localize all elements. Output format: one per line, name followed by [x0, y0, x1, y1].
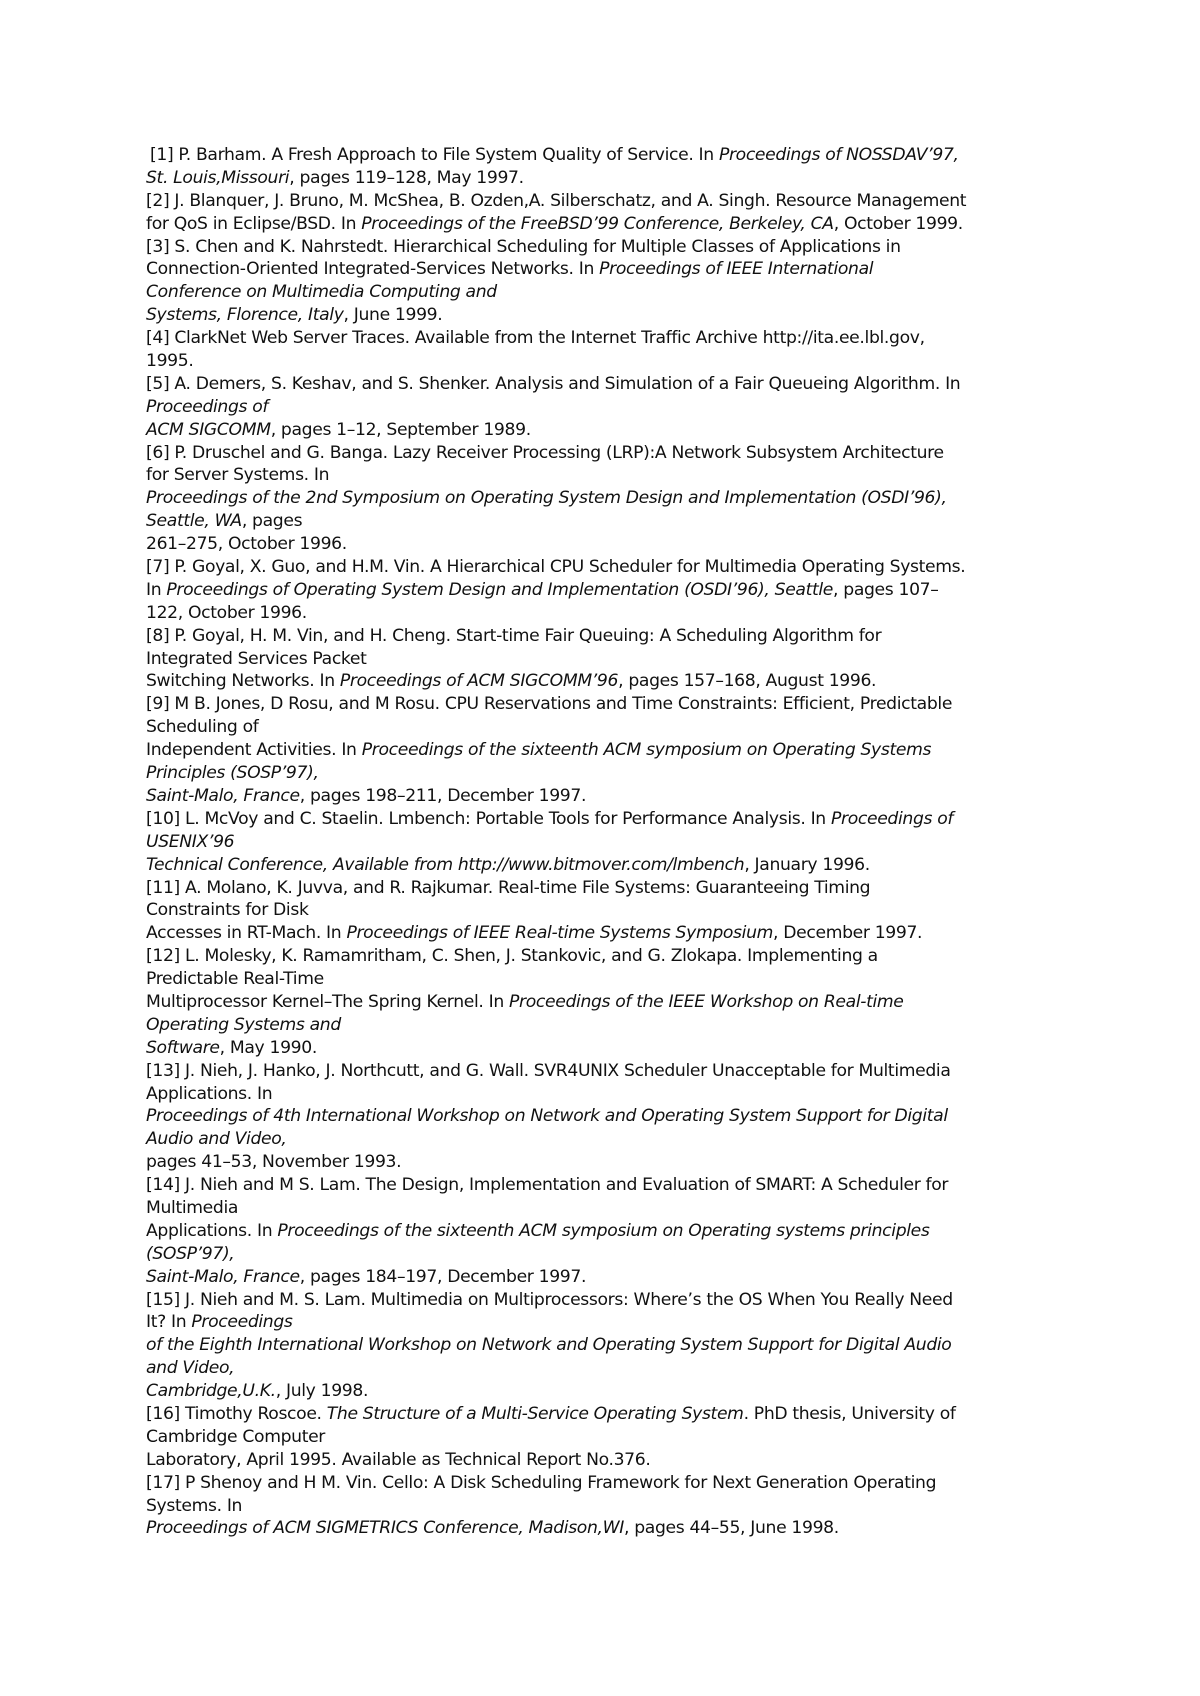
- reference-line: [146, 510, 1064, 533]
- reference-line: [146, 1311, 1064, 1334]
- reference-entry: [146, 808, 1064, 877]
- reference-line: [146, 1083, 1064, 1106]
- reference-line: [146, 1472, 1064, 1495]
- reference-line: [146, 854, 1064, 877]
- reference-italic-text: Proceedings of the 2nd Symposium on Operating System Design and Implementation (OSDI’96),: [146, 488, 947, 509]
- reference-line: [146, 1197, 1064, 1220]
- reference-italic-text: Audio and Video,: [146, 1129, 287, 1150]
- reference-text: , pages 157–168, August 1996.: [618, 671, 877, 692]
- reference-entry: [146, 327, 1064, 373]
- reference-text: [8] P. Goyal, H. M. Vin, and H. Cheng. Start-time Fair Queuing: A Scheduling Algorithm for: [146, 625, 882, 646]
- reference-line: [146, 899, 1064, 922]
- reference-text: . PhD thesis, University of: [743, 1403, 956, 1424]
- reference-line: [146, 648, 1064, 671]
- reference-text: , pages 1–12, September 1989.: [270, 419, 531, 440]
- reference-line: [146, 602, 1064, 625]
- reference-italic-text: Proceedings of NOSSDAV’97,: [718, 145, 959, 165]
- reference-entry: [146, 877, 1064, 946]
- reference-text: [14] J. Nieh and M S. Lam. The Design, Implementation and Evaluation of SMART: A Scheduler for: [146, 1175, 949, 1196]
- reference-entry: [146, 236, 1064, 328]
- reference-line: [146, 991, 1064, 1014]
- reference-text: Laboratory, April 1995. Available as Technical Report No.376.: [146, 1449, 651, 1470]
- reference-entry: [146, 1174, 1064, 1288]
- reference-italic-text: Proceedings: [191, 1312, 293, 1333]
- reference-text: , pages 119–128, May 1997.: [289, 167, 524, 188]
- reference-line: [146, 968, 1064, 991]
- reference-line: [146, 693, 1064, 716]
- reference-text: , January 1996.: [744, 854, 870, 875]
- reference-line: [146, 1266, 1064, 1289]
- reference-line: [146, 1014, 1064, 1037]
- reference-line: [146, 1449, 1064, 1472]
- reference-line: [146, 144, 1064, 167]
- reference-italic-text: Cambridge,U.K.: [146, 1381, 276, 1402]
- reference-italic-text: Proceedings of ACM SIGMETRICS Conference, Madison,WI: [146, 1518, 624, 1539]
- reference-text: , May 1990.: [219, 1037, 317, 1058]
- reference-line: [146, 808, 1064, 831]
- reference-line: [146, 1220, 1064, 1243]
- reference-text: , pages 107–: [833, 579, 939, 600]
- reference-line: [146, 1105, 1064, 1128]
- reference-entry: [146, 373, 1064, 442]
- reference-text: [10] L. McVoy and C. Staelin. Lmbench: Portable Tools for Performance Analysis. In: [146, 808, 831, 829]
- reference-line: [146, 236, 1064, 259]
- reference-italic-text: Seattle, WA: [146, 511, 242, 532]
- reference-text: pages 41–53, November 1993.: [146, 1152, 402, 1173]
- reference-italic-text: USENIX’96: [146, 831, 235, 852]
- reference-text: Independent Activities. In: [146, 740, 362, 761]
- reference-italic-text: Proceedings of 4th International Workshop on Network and Operating System Support for Digital: [146, 1106, 948, 1127]
- reference-line: [146, 1289, 1064, 1312]
- reference-entry: [146, 1403, 1064, 1472]
- reference-line: [146, 556, 1064, 579]
- reference-italic-text: and Video,: [146, 1358, 235, 1379]
- reference-text: , pages 184–197, December 1997.: [299, 1266, 587, 1287]
- reference-line: [146, 670, 1064, 693]
- reference-line: [146, 396, 1064, 419]
- reference-text: [13] J. Nieh, J. Hanko, J. Northcutt, and G. Wall. SVR4UNIX Scheduler Unacceptable for Multimedia: [146, 1060, 951, 1081]
- reference-line: [146, 327, 1064, 350]
- reference-text: [12] L. Molesky, K. Ramamritham, C. Shen, J. Stankovic, and G. Zlokapa. Implementing a: [146, 946, 878, 967]
- reference-text: Multimedia: [146, 1197, 239, 1218]
- reference-text: In: [146, 579, 167, 600]
- reference-line: [146, 190, 1064, 213]
- reference-line: [146, 716, 1064, 739]
- reference-line: [146, 1060, 1064, 1083]
- reference-text: It? In: [146, 1312, 192, 1333]
- reference-text: Applications. In: [146, 1083, 273, 1104]
- reference-italic-text: Proceedings of: [146, 396, 269, 417]
- reference-text: [4] ClarkNet Web Server Traces. Available from the Internet Traffic Archive http://ita.ee.lbl.gov,: [146, 328, 925, 349]
- reference-text: Multiprocessor Kernel–The Spring Kernel. In: [146, 991, 510, 1012]
- reference-text: for Server Systems. In: [146, 465, 330, 486]
- reference-text: Scheduling of: [146, 717, 259, 738]
- reference-line: [146, 922, 1064, 945]
- reference-italic-text: Saint-Malo, France: [146, 1266, 300, 1287]
- reference-line: [146, 167, 1064, 190]
- reference-text: Switching Networks. In: [146, 671, 340, 692]
- reference-line: [146, 1151, 1064, 1174]
- reference-text: , pages 44–55, June 1998.: [623, 1518, 839, 1539]
- reference-text: 1995.: [146, 351, 194, 372]
- reference-italic-text: Proceedings of the FreeBSD’99 Conference, Berkeley, CA: [361, 213, 834, 234]
- reference-line: [146, 533, 1064, 556]
- reference-italic-text: Proceedings of the sixteenth ACM symposium on Operating Systems: [361, 740, 932, 761]
- reference-entry: [146, 1060, 1064, 1174]
- reference-entry: [146, 1472, 1064, 1541]
- reference-line: [146, 1174, 1064, 1197]
- reference-italic-text: St. Louis,Missouri: [146, 167, 290, 188]
- reference-entry: [146, 442, 1064, 556]
- reference-text: [5] A. Demers, S. Keshav, and S. Shenker. Analysis and Simulation of a Fair Queueing Algorithm. In: [146, 373, 961, 394]
- reference-line: [146, 625, 1064, 648]
- reference-line: [146, 1243, 1064, 1266]
- reference-text: Accesses in RT-Mach. In: [146, 923, 347, 944]
- reference-italic-text: Proceedings of Operating System Design and Implementation (OSDI’96), Seattle: [166, 579, 834, 600]
- reference-entry: [146, 1289, 1064, 1403]
- reference-entry: [146, 556, 1064, 625]
- reference-entry: [146, 625, 1064, 694]
- reference-line: [146, 304, 1064, 327]
- reference-line: [146, 464, 1064, 487]
- reference-line: [146, 373, 1064, 396]
- reference-text: Applications. In: [146, 1220, 278, 1241]
- reference-text: [17] P Shenoy and H M. Vin. Cello: A Disk Scheduling Framework for Next Generation Operating: [146, 1472, 937, 1493]
- reference-italic-text: Software: [146, 1037, 220, 1058]
- reference-text: Integrated Services Packet: [146, 648, 367, 669]
- reference-line: [146, 785, 1064, 808]
- reference-italic-text: of the Eighth International Workshop on Network and Operating System Support for Digital Audio: [146, 1335, 952, 1356]
- reference-text: for QoS in Eclipse/BSD. In: [146, 213, 362, 234]
- reference-line: [146, 1380, 1064, 1403]
- reference-text: , pages 198–211, December 1997.: [299, 785, 587, 806]
- reference-italic-text: Technical Conference, Available from http://www.bitmover.com/lmbench: [146, 854, 745, 875]
- reference-line: [146, 1403, 1064, 1426]
- reference-italic-text: Principles (SOSP’97),: [146, 763, 319, 784]
- reference-line: [146, 213, 1064, 236]
- reference-text: , December 1997.: [773, 923, 923, 944]
- reference-text: [1] P. Barham. A Fresh Approach to File System Quality of Service. In: [150, 145, 719, 165]
- reference-entry: [146, 693, 1064, 807]
- reference-text: [6] P. Druschel and G. Banga. Lazy Receiver Processing (LRP):A Network Subsystem Architecture: [146, 442, 944, 463]
- reference-entry: [146, 144, 1064, 190]
- reference-text: [9] M B. Jones, D Rosu, and M Rosu. CPU Reservations and Time Constraints: Efficient, Predictable: [146, 694, 953, 715]
- reference-line: [146, 1517, 1064, 1540]
- reference-text: Predictable Real-Time: [146, 969, 324, 990]
- reference-text: , pages: [241, 511, 303, 532]
- reference-line: [146, 579, 1064, 602]
- reference-italic-text: Saint-Malo, France: [146, 785, 300, 806]
- reference-line: [146, 1037, 1064, 1060]
- reference-text: , October 1999.: [833, 213, 963, 234]
- reference-italic-text: Proceedings of the sixteenth ACM symposium on Operating systems principles: [277, 1220, 930, 1241]
- reference-italic-text: Conference on Multimedia Computing and: [146, 282, 497, 303]
- reference-line: [146, 1128, 1064, 1151]
- reference-text: , June 1999.: [343, 305, 443, 326]
- reference-italic-text: ACM SIGCOMM: [146, 419, 271, 440]
- reference-italic-text: Proceedings of the IEEE Workshop on Real-time: [509, 991, 904, 1012]
- reference-list: [146, 144, 1064, 1540]
- reference-italic-text: The Structure of a Multi-Service Operating System: [326, 1403, 744, 1424]
- reference-text: [16] Timothy Roscoe.: [146, 1403, 327, 1424]
- reference-text: 261–275, October 1996.: [146, 534, 347, 555]
- reference-line: [146, 1495, 1064, 1518]
- reference-text: 122, October 1996.: [146, 602, 307, 623]
- reference-line: [146, 1334, 1064, 1357]
- reference-italic-text: Systems, Florence, Italy: [146, 305, 344, 326]
- reference-italic-text: Proceedings of IEEE International: [599, 259, 874, 280]
- reference-text: [15] J. Nieh and M. S. Lam. Multimedia on Multiprocessors: Where’s the OS When You Really Need: [146, 1289, 953, 1310]
- reference-text: Connection-Oriented Integrated-Services Networks. In: [146, 259, 600, 280]
- reference-line: [146, 877, 1064, 900]
- reference-text: Cambridge Computer: [146, 1426, 326, 1447]
- reference-line: [146, 442, 1064, 465]
- reference-entry: [146, 190, 1064, 236]
- reference-line: [146, 1357, 1064, 1380]
- reference-line: [146, 281, 1064, 304]
- reference-text: Systems. In: [146, 1495, 243, 1516]
- reference-text: [2] J. Blanquer, J. Bruno, M. McShea, B. Ozden,A. Silberschatz, and A. Singh. Resource Management: [146, 190, 967, 211]
- reference-italic-text: Proceedings of ACM SIGCOMM’96: [339, 671, 619, 692]
- reference-line: [146, 1426, 1064, 1449]
- reference-line: [146, 487, 1064, 510]
- reference-italic-text: (SOSP’97),: [146, 1243, 235, 1264]
- reference-text: [11] A. Molano, K. Juvva, and R. Rajkumar. Real-time File Systems: Guaranteeing Timing: [146, 877, 871, 898]
- reference-italic-text: Operating Systems and: [146, 1014, 341, 1035]
- reference-entry: [146, 945, 1064, 1059]
- reference-italic-text: Proceedings of IEEE Real-time Systems Symposium: [346, 923, 774, 944]
- reference-line: [146, 945, 1064, 968]
- reference-line: [146, 831, 1064, 854]
- reference-line: [146, 350, 1064, 373]
- reference-line: [146, 762, 1064, 785]
- reference-text: Constraints for Disk: [146, 900, 309, 921]
- reference-text: , July 1998.: [275, 1381, 369, 1402]
- reference-text: [7] P. Goyal, X. Guo, and H.M. Vin. A Hierarchical CPU Scheduler for Multimedia Operating Systems.: [146, 557, 966, 578]
- reference-line: [146, 419, 1064, 442]
- reference-line: [146, 258, 1064, 281]
- reference-text: [3] S. Chen and K. Nahrstedt. Hierarchical Scheduling for Multiple Classes of Applications in: [146, 236, 901, 257]
- reference-line: [146, 739, 1064, 762]
- reference-italic-text: Proceedings of: [830, 808, 954, 829]
